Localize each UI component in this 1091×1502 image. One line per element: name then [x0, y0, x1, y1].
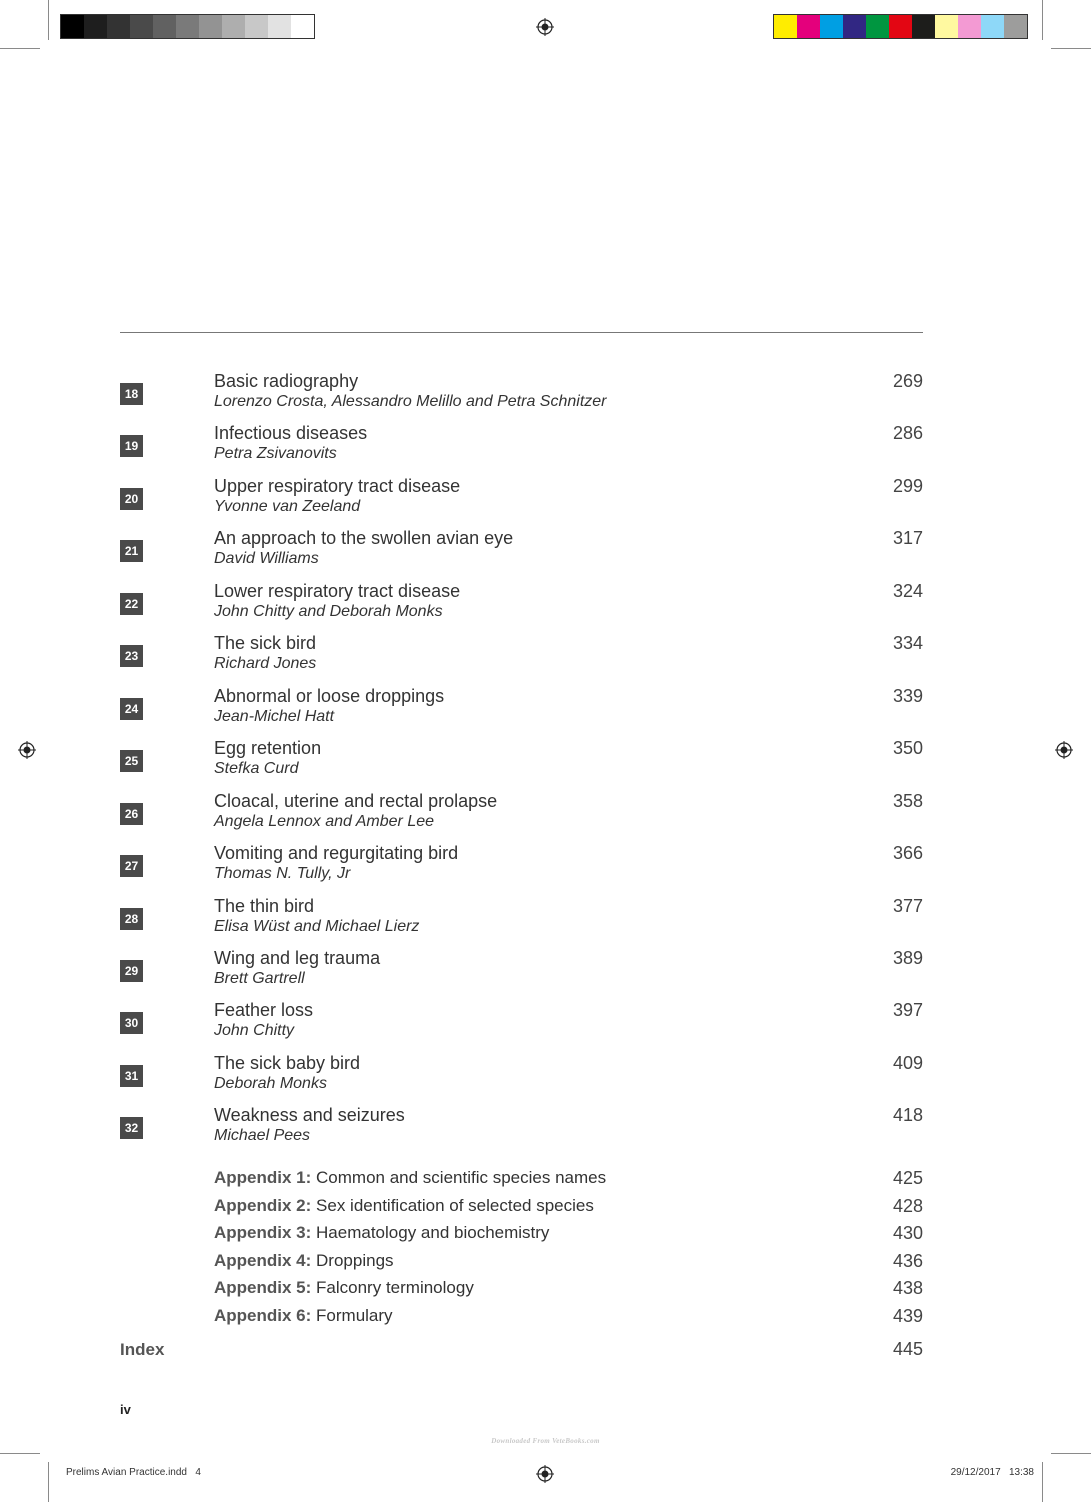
appendix-page-number: 438: [892, 1278, 923, 1299]
page-folio: iv: [120, 1402, 131, 1417]
chapter-number-badge: 32: [120, 1117, 143, 1139]
appendix-title: Sex identification of selected species: [316, 1195, 594, 1215]
chapter-number-badge: 29: [120, 960, 143, 982]
appendix-title: Common and scientific species names: [316, 1168, 607, 1187]
toc-chapter-entry[interactable]: [0, 580, 1091, 643]
chapter-page-number: 324: [892, 580, 923, 601]
gray-swatch: [153, 15, 176, 38]
chapter-author: Deborah Monks: [214, 1074, 327, 1092]
crop-mark-top-right-v: [1042, 0, 1043, 40]
slug-file-name: Prelims Avian Practice.indd 4: [66, 1467, 201, 1478]
chapter-number-badge: 26: [120, 803, 143, 825]
chapter-author: Elisa Wüst and Michael Lierz: [214, 917, 420, 935]
chapter-page-number: 358: [892, 790, 923, 811]
chapter-page-number: 334: [892, 633, 923, 654]
chapter-author: Stefka Curd: [214, 760, 299, 778]
watermark-text: Downloaded From VeteBooks.com: [491, 1437, 600, 1445]
toc-top-rule: [120, 332, 923, 333]
toc-chapter-entry[interactable]: [0, 475, 1091, 538]
appendix-label: [214, 1223, 549, 1243]
toc-appendix-entry[interactable]: [0, 1196, 1091, 1220]
chapter-page-number: 409: [892, 1052, 923, 1073]
color-swatch: [912, 15, 935, 38]
chapter-author: Yvonne van Zeeland: [214, 497, 361, 515]
chapter-number-badge: 22: [120, 593, 143, 615]
toc-chapter-entry[interactable]: [0, 528, 1091, 590]
grayscale-calibration-bar: [60, 14, 315, 39]
chapter-author: Thomas N. Tully, Jr: [214, 865, 351, 883]
toc-appendix-entry[interactable]: [0, 1251, 1091, 1275]
appendix-number: Appendix 5:: [214, 1278, 312, 1298]
crop-mark-top-right-h: [1051, 48, 1091, 49]
chapter-title: Infectious diseases: [214, 423, 368, 444]
registration-target-icon: [536, 1465, 554, 1483]
chapter-title: Lower respiratory tract disease: [214, 580, 461, 601]
gray-swatch: [130, 15, 153, 38]
toc-chapter-entry[interactable]: [0, 790, 1091, 853]
chapter-title: Vomiting and regurgitating bird: [214, 843, 459, 864]
toc-chapter-entry[interactable]: [0, 843, 1091, 905]
chapter-page-number: 299: [892, 475, 923, 496]
color-swatch: [797, 15, 820, 38]
crop-mark-top-left-v: [48, 0, 49, 40]
appendix-number: Appendix 1:: [214, 1168, 312, 1187]
chapter-author: David Williams: [214, 550, 319, 568]
gray-swatch: [107, 15, 130, 38]
appendix-label: [214, 1251, 394, 1271]
color-swatch: [774, 15, 797, 38]
chapter-title: Cloacal, uterine and rectal prolapse: [214, 790, 498, 811]
chapter-title: Wing and leg trauma: [214, 947, 381, 968]
color-swatch: [820, 15, 843, 38]
chapter-number-badge: 21: [120, 540, 143, 562]
chapter-author: Richard Jones: [214, 655, 317, 673]
chapter-number-badge: 19: [120, 435, 143, 457]
gray-swatch: [176, 15, 199, 38]
appendix-title: Droppings: [316, 1250, 394, 1270]
color-swatch: [866, 15, 889, 38]
toc-chapter-entry[interactable]: [0, 633, 1091, 695]
chapter-author: Angela Lennox and Amber Lee: [214, 812, 435, 830]
chapter-title: The thin bird: [214, 895, 315, 916]
chapter-author: John Chitty: [214, 1022, 295, 1040]
chapter-number-badge: 18: [120, 383, 143, 405]
appendix-title: Haematology and biochemistry: [316, 1223, 550, 1243]
crop-mark-bottom-left-v: [48, 1462, 49, 1502]
toc-appendix-entry[interactable]: [0, 1306, 1091, 1330]
index-page-number: 445: [892, 1339, 923, 1359]
toc-appendix-entry[interactable]: [0, 1278, 1091, 1302]
chapter-page-number: 366: [892, 843, 923, 864]
gray-swatch: [291, 15, 314, 38]
chapter-title: Abnormal or loose droppings: [214, 685, 445, 706]
chapter-number-badge: 24: [120, 698, 143, 720]
chapter-page-number: 286: [892, 423, 923, 444]
chapter-page-number: 377: [892, 895, 923, 916]
appendix-label: [214, 1168, 606, 1188]
chapter-page-number: 418: [892, 1105, 923, 1126]
appendix-label: [214, 1196, 594, 1216]
index-label: Index: [120, 1340, 165, 1359]
toc-chapter-entry[interactable]: [0, 371, 1091, 433]
appendix-number: Appendix 6:: [214, 1306, 312, 1325]
chapter-number-badge: 27: [120, 855, 143, 877]
gray-swatch: [268, 15, 291, 38]
color-swatch: [843, 15, 866, 38]
color-swatch: [889, 15, 912, 38]
chapter-page-number: 339: [892, 685, 923, 706]
chapter-author: Jean-Michel Hatt: [214, 707, 335, 725]
chapter-page-number: 389: [892, 947, 923, 968]
chapter-title: Basic radiography: [214, 371, 359, 391]
toc-chapter-entry[interactable]: [0, 1000, 1091, 1062]
toc-appendix-entry[interactable]: [0, 1168, 1091, 1192]
chapter-author: John Chitty and Deborah Monks: [214, 602, 443, 620]
crop-mark-bottom-right-h: [1051, 1453, 1091, 1454]
chapter-title: Feather loss: [214, 1000, 314, 1021]
appendix-title: Formulary: [316, 1306, 393, 1325]
gray-swatch: [84, 15, 107, 38]
chapter-number-badge: 25: [120, 750, 143, 772]
chapter-title: Egg retention: [214, 738, 322, 759]
color-swatch: [981, 15, 1004, 38]
chapter-author: Petra Zsivanovits: [214, 445, 337, 463]
chapter-author: Michael Pees: [214, 1127, 311, 1145]
toc-chapter-entry[interactable]: [0, 685, 1091, 748]
appendix-number: Appendix 4:: [214, 1250, 312, 1270]
appendix-label: [214, 1278, 474, 1298]
color-swatch: [958, 15, 981, 38]
crop-mark-bottom-right-v: [1042, 1462, 1043, 1502]
chapter-number-badge: 28: [120, 908, 143, 930]
color-calibration-bar: [773, 14, 1028, 39]
appendix-label: [214, 1306, 393, 1326]
appendix-page-number: 430: [892, 1223, 923, 1244]
color-swatch: [935, 15, 958, 38]
chapter-number-badge: 31: [120, 1065, 143, 1087]
registration-target-icon: [536, 18, 554, 36]
toc-chapter-entry[interactable]: [0, 1052, 1091, 1115]
crop-mark-bottom-left-h: [0, 1453, 40, 1454]
chapter-author: Lorenzo Crosta, Alessandro Melillo and Petra Schnitzer: [214, 393, 607, 410]
chapter-page-number: 397: [892, 1000, 923, 1021]
chapter-author: Brett Gartrell: [214, 969, 305, 987]
chapter-page-number: 269: [892, 371, 923, 391]
chapter-number-badge: 30: [120, 1012, 143, 1034]
appendix-number: Appendix 3:: [214, 1223, 312, 1243]
crop-mark-top-left-h: [0, 48, 40, 49]
chapter-title: The sick bird: [214, 633, 317, 654]
toc-chapter-entry[interactable]: [0, 738, 1091, 800]
appendix-page-number: 436: [892, 1250, 923, 1271]
chapter-page-number: 317: [892, 528, 923, 549]
gray-swatch: [222, 15, 245, 38]
appendix-title: Falconry terminology: [316, 1278, 474, 1298]
chapter-title: An approach to the swollen avian eye: [214, 528, 514, 549]
gray-swatch: [61, 15, 84, 38]
chapter-title: Weakness and seizures: [214, 1105, 405, 1126]
appendix-number: Appendix 2:: [214, 1195, 312, 1215]
chapter-title: Upper respiratory tract disease: [214, 475, 461, 496]
toc-appendix-entry[interactable]: [0, 1223, 1091, 1247]
slug-date-time: 29/12/2017 13:38: [950, 1467, 1034, 1478]
toc-chapter-entry[interactable]: [0, 947, 1091, 1010]
toc-chapter-entry[interactable]: [0, 423, 1091, 485]
gray-swatch: [199, 15, 222, 38]
appendix-page-number: 425: [892, 1168, 923, 1188]
toc-chapter-entry[interactable]: [0, 895, 1091, 958]
chapter-number-badge: 23: [120, 645, 143, 667]
appendix-page-number: 428: [892, 1195, 923, 1216]
appendix-page-number: 439: [892, 1306, 923, 1326]
chapter-page-number: 350: [892, 738, 923, 759]
chapter-title: The sick baby bird: [214, 1052, 361, 1073]
gray-swatch: [245, 15, 268, 38]
color-swatch: [1004, 15, 1027, 38]
chapter-number-badge: 20: [120, 488, 143, 510]
toc-chapter-entry[interactable]: [0, 1105, 1091, 1167]
